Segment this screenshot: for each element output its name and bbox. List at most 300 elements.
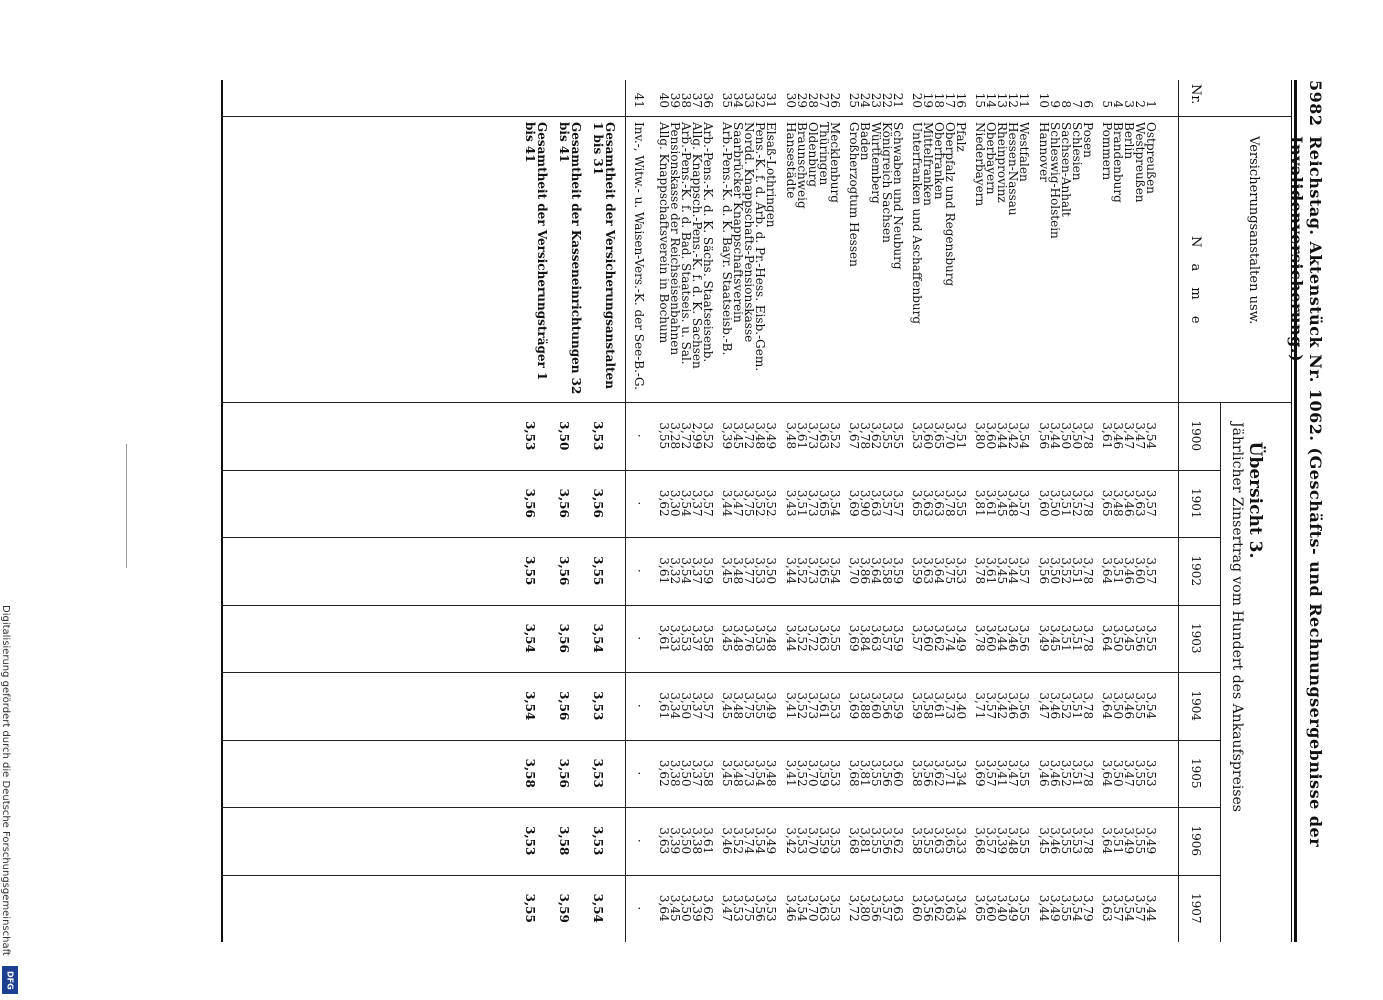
row-value: 3,50 (679, 692, 694, 720)
row-value: 3,50 (1110, 759, 1125, 787)
row-number: 3 (1121, 100, 1136, 108)
row-name: Posen (1080, 122, 1095, 158)
row-value: 3,78 (943, 489, 958, 517)
row-value: 3,68 (846, 759, 861, 787)
row-value: 3,44 (995, 624, 1010, 652)
row-number: 34 (731, 92, 746, 108)
row-value: 3,73 (805, 557, 820, 585)
row-value: 3,78 (1080, 422, 1095, 450)
row-value: 3,51 (1110, 827, 1125, 855)
row-value: 3,46 (1110, 422, 1125, 450)
row-value: 3,56 (868, 894, 883, 922)
row-value: 3,59 (910, 557, 925, 585)
row-number: 10 (1036, 92, 1051, 108)
row-value: 3,34 (668, 692, 683, 720)
row-value: 3,63 (1132, 489, 1147, 517)
row-number: 13 (995, 92, 1010, 108)
row-value: 3,78 (1080, 759, 1095, 787)
row-name: Rheinprovinz (995, 122, 1010, 203)
row-value: 3,64 (932, 557, 947, 585)
row-value: 3,72 (846, 894, 861, 922)
row-value: 3,47 (1036, 692, 1051, 720)
row-value: 3,60 (1132, 557, 1147, 585)
row-value: 3,68 (846, 827, 861, 855)
row-value: 3,57 (701, 489, 716, 517)
row-value: 3,53 (827, 692, 842, 720)
row-value: 3,57 (1132, 894, 1147, 922)
row-value: 3,62 (932, 894, 947, 922)
total-value: 3,54 (590, 893, 605, 923)
row-value: 3,50 (1058, 422, 1073, 450)
row-value: 3,52 (1058, 759, 1073, 787)
row-number: 35 (720, 92, 735, 108)
row-number: 5 (1099, 100, 1114, 108)
row-name: Arb.-Pens.-K. f. d. Bad. Staatseis. u. Sal. (679, 122, 694, 365)
row-value: 3,44 (995, 422, 1010, 450)
row-value: 3,44 (720, 489, 735, 517)
digitization-note (0, 605, 22, 995)
row-value: 3,61 (932, 692, 947, 720)
row-value: 3,79 (1080, 894, 1095, 922)
row-value: 3,49 (1144, 827, 1158, 855)
row-value: 3,55 (868, 827, 883, 855)
row-value: 3,47 (1121, 422, 1136, 450)
row-value: 3,64 (1099, 759, 1114, 787)
row-value: 3,49 (1006, 894, 1021, 922)
row-value: 3,65 (932, 422, 947, 450)
row-value: 3,90 (857, 489, 872, 517)
row-value: 3,53 (954, 557, 969, 585)
row-value: 3,50 (679, 759, 694, 787)
row-value: 3,49 (954, 624, 969, 652)
row-value: 3,55 (921, 827, 936, 855)
row-value: 3,61 (984, 489, 999, 517)
row-value: 3,75 (742, 692, 757, 720)
row-value: 3,72 (679, 422, 694, 450)
row-value: 3,28 (668, 422, 683, 450)
row-value: 3,63 (868, 624, 883, 652)
row-value: 3,74 (943, 624, 958, 652)
row-value: 3,61 (701, 827, 716, 855)
total-value: 3,50 (556, 421, 571, 451)
year-header: 1906 (1189, 825, 1203, 857)
row-value: 3,44 (783, 624, 798, 652)
row-value: 3,46 (1047, 692, 1062, 720)
row-value: 3,45 (995, 489, 1010, 517)
col-name-group-header: Versicherungsanstalten usw. (1246, 136, 1261, 325)
row-value: 3,48 (731, 759, 746, 787)
row-value: 3,55 (1058, 894, 1073, 922)
row-value: 3,58 (701, 624, 716, 652)
row-value: 3,41 (783, 759, 798, 787)
row-name: Allg. Knappsch.-Pens.-K. f. d. K. Sachsen (690, 122, 705, 369)
row-value: 3,34 (954, 759, 969, 787)
row-value: 3,45 (731, 422, 746, 450)
row-number: 24 (857, 92, 872, 108)
row-value: 3,70 (805, 827, 820, 855)
row-number: 16 (954, 92, 969, 108)
row-name: Berlin (1121, 122, 1136, 160)
row-number: 25 (846, 92, 861, 108)
year-header: 1904 (1189, 690, 1203, 722)
row-value: 3,47 (1006, 759, 1021, 787)
total-value: 3,56 (522, 488, 537, 518)
row-value: 3,59 (816, 827, 831, 855)
row-value: · (632, 636, 646, 641)
totals-rule (625, 80, 626, 942)
row-value: 3,78 (1080, 557, 1095, 585)
row-value: 3,37 (690, 489, 705, 517)
row-number: 32 (753, 92, 768, 108)
row-value: 3,61 (657, 624, 672, 652)
row-value: 3,60 (891, 759, 905, 787)
row-value: 3,71 (973, 692, 988, 720)
row-value: 3,46 (1047, 827, 1062, 855)
row-value: 3,51 (1069, 557, 1084, 585)
row-name: Saarbrücker Knappschaftsverein (731, 122, 746, 323)
row-value: 3,52 (794, 624, 809, 652)
row-value: 3,44 (783, 557, 798, 585)
row-value: 3,60 (910, 894, 925, 922)
row-value: 3,37 (690, 692, 705, 720)
row-value: 3,61 (657, 692, 672, 720)
row-value: 3,73 (742, 759, 757, 787)
row-value: 3,65 (910, 489, 925, 517)
row-value: 3,58 (701, 759, 716, 787)
row-value: 3,37 (690, 759, 705, 787)
row-value: 3,45 (720, 557, 735, 585)
total-value: 3,58 (556, 826, 571, 856)
row-value: 3,52 (701, 422, 716, 450)
row-value: 2,99 (690, 422, 705, 450)
row-name: Thüringen (816, 122, 831, 186)
row-value: 3,63 (868, 489, 883, 517)
row-value: 3,63 (891, 894, 905, 922)
total-value: 3,56 (556, 556, 571, 586)
row-value: · (632, 906, 646, 911)
row-value: 3,56 (879, 759, 894, 787)
row-value: 3,50 (1110, 624, 1125, 652)
row-value: 3,57 (879, 624, 894, 652)
row-name: Arb.-Pens.-K. d. K. Sächs. Staatseisenb. (701, 122, 716, 363)
row-number: 2 (1132, 100, 1147, 108)
row-number: 22 (879, 92, 894, 108)
year-header: 1903 (1189, 622, 1203, 654)
col-name-header: N a m e (1188, 236, 1203, 330)
row-number: 30 (783, 92, 798, 108)
row-value: 3,67 (846, 422, 861, 450)
row-value: 3,81 (857, 759, 872, 787)
row-value: 3,71 (943, 759, 958, 787)
row-value: 3,58 (910, 759, 925, 787)
row-value: 3,51 (1069, 624, 1084, 652)
row-value: 3,55 (1132, 692, 1147, 720)
row-value: 3,40 (954, 692, 969, 720)
row-value: 3,88 (857, 692, 872, 720)
row-value: 3,59 (816, 759, 831, 787)
row-value: 3,78 (857, 422, 872, 450)
row-value: 3,53 (794, 827, 809, 855)
row-value: 3,55 (1017, 759, 1032, 787)
total-value: 3,56 (556, 488, 571, 518)
row-value: 3,74 (742, 827, 757, 855)
header-rule-bottom (1178, 80, 1179, 942)
row-value: 3,73 (805, 489, 820, 517)
row-value: 3,48 (764, 624, 779, 652)
row-number: 31 (764, 92, 779, 108)
row-value: 3,57 (1110, 894, 1125, 922)
row-value: 3,51 (954, 422, 969, 450)
row-value: 3,78 (1080, 692, 1095, 720)
row-value: 3,69 (846, 624, 861, 652)
total-value: 3,58 (522, 758, 537, 788)
year-header: 1905 (1189, 757, 1203, 789)
row-value: 3,52 (1069, 489, 1084, 517)
row-value: 3,70 (846, 557, 861, 585)
row-name: Schleswig-Holstein (1047, 122, 1062, 239)
row-number: 21 (891, 92, 905, 108)
row-value: 3,70 (943, 422, 958, 450)
col-years-group-header: Jährlicher Zinsertrag vom Hundert des Ankaufspreises (1229, 422, 1245, 812)
year-header: 1901 (1189, 487, 1203, 519)
row-value: 3,63 (932, 489, 947, 517)
digitization-note-text: Digitalisierung gefördert durch die Deutsche Forschungsgemeinschaft (0, 605, 11, 956)
row-name: Westpreußen (1132, 122, 1147, 203)
row-value: 3,41 (995, 759, 1010, 787)
row-value: 3,59 (891, 692, 905, 720)
total-value: 3,53 (590, 758, 605, 788)
row-value: 3,57 (984, 759, 999, 787)
row-value: 3,60 (921, 624, 936, 652)
row-name: Pommern (1099, 122, 1114, 181)
row-value: 3,50 (1047, 489, 1062, 517)
row-value: 3,57 (910, 624, 925, 652)
row-value: 3,45 (1121, 624, 1136, 652)
row-value: 3,55 (1017, 827, 1032, 855)
row-value: 3,57 (1017, 557, 1032, 585)
row-value: 3,57 (891, 489, 905, 517)
row-name: Baden (857, 122, 872, 161)
page-number: 5982 (1306, 80, 1325, 127)
row-value: · (632, 771, 646, 776)
row-value: 3,38 (690, 827, 705, 855)
overview-title: Übersicht 3. (1245, 441, 1265, 559)
row-value: 3,69 (846, 489, 861, 517)
row-value: 3,63 (921, 557, 936, 585)
row-value: 3,49 (764, 422, 779, 450)
row-name: Oberfranken (932, 122, 947, 200)
row-number: 37 (690, 92, 705, 108)
row-value: 3,64 (1099, 624, 1114, 652)
row-name: Allg. Knappschaftsverein in Bochum (657, 122, 672, 344)
row-name: Arb.-Pens.-K. d. K. Bayr. Staatseisb.-B. (720, 122, 735, 356)
row-value: 3,52 (1058, 692, 1073, 720)
row-number: 36 (701, 92, 716, 108)
row-value: 3,59 (910, 692, 925, 720)
row-value: 3,48 (1110, 489, 1125, 517)
row-value: 3,61 (816, 692, 831, 720)
row-value: 3,45 (668, 894, 683, 922)
row-name: Westfalen (1017, 122, 1032, 182)
row-value: 3,44 (1047, 422, 1062, 450)
row-name: Nordd. Knappschafts-Pensionskasse (742, 122, 757, 343)
row-value: 3,68 (973, 827, 988, 855)
total-name: Gesamtheit der Versicherungsanstalten 1 bis 31 (590, 122, 617, 389)
row-value: 3,62 (657, 759, 672, 787)
year-header: 1900 (1189, 420, 1203, 452)
total-value: 3,59 (556, 893, 571, 923)
row-value: 3,53 (753, 557, 768, 585)
year-header: 1907 (1189, 892, 1203, 924)
row-value: 3,39 (668, 827, 683, 855)
row-value: 3,47 (731, 489, 746, 517)
row-value: 3,78 (1080, 624, 1095, 652)
row-value: 3,48 (1006, 489, 1021, 517)
row-value: · (632, 568, 646, 573)
pencil-stroke (126, 444, 127, 568)
row-value: 3,53 (1069, 827, 1084, 855)
row-value: 3,54 (1121, 894, 1136, 922)
row-value: 3,65 (973, 894, 988, 922)
row-value: 3,63 (1099, 894, 1114, 922)
row-value: 3,64 (1099, 692, 1114, 720)
row-value: 3,46 (1121, 557, 1136, 585)
row-value: 3,57 (984, 827, 999, 855)
row-value: 3,37 (690, 624, 705, 652)
row-number: 29 (794, 92, 809, 108)
total-value: 3,54 (522, 623, 537, 653)
row-value: 3,48 (731, 624, 746, 652)
row-value: 3,54 (827, 557, 842, 585)
row-value: 3,77 (742, 557, 757, 585)
row-value: 3,47 (1132, 422, 1147, 450)
row-value: 3,56 (879, 827, 894, 855)
row-value: 3,57 (1144, 557, 1158, 585)
row-value: 3,52 (794, 692, 809, 720)
data-table (221, 80, 1297, 942)
row-value: 3,73 (943, 692, 958, 720)
row-value: 3,52 (794, 759, 809, 787)
row-value: 3,54 (679, 489, 694, 517)
row-name: Königreich Sachsen (879, 122, 894, 243)
row-name: Pens.-K. f. d. Arb. d. Pr.-Hess. Eisb.-Gem. (753, 122, 768, 372)
row-value: 3,80 (857, 894, 872, 922)
row-value: 3,65 (816, 489, 831, 517)
row-value: 3,41 (783, 692, 798, 720)
row-value: 3,60 (868, 692, 883, 720)
row-value: 3,76 (742, 624, 757, 652)
row-value: 3,46 (783, 894, 798, 922)
row-value: 3,56 (1036, 422, 1051, 450)
row-value: 3,45 (1047, 624, 1062, 652)
year-header: 1902 (1189, 555, 1203, 587)
row-value: · (632, 703, 646, 708)
row-value: 3,70 (805, 894, 820, 922)
row-number: 38 (679, 92, 694, 108)
row-value: 3,55 (879, 422, 894, 450)
row-value: 3,57 (701, 692, 716, 720)
row-value: 3,54 (753, 827, 768, 855)
row-value: 3,64 (657, 894, 672, 922)
total-value: 3,56 (556, 623, 571, 653)
row-number: 4 (1110, 100, 1125, 108)
row-value: 3,56 (1132, 624, 1147, 652)
row-value: 3,52 (731, 827, 746, 855)
row-value: 3,69 (973, 759, 988, 787)
row-value: 3,81 (857, 827, 872, 855)
row-value: 3,48 (1006, 827, 1021, 855)
row-value: 3,57 (984, 692, 999, 720)
row-value: 3,63 (816, 422, 831, 450)
row-value: 3,63 (943, 894, 958, 922)
row-value: 3,55 (1017, 894, 1032, 922)
row-value: 3,56 (921, 759, 936, 787)
total-value: 3,53 (522, 826, 537, 856)
row-value: 3,50 (764, 557, 779, 585)
row-value: 3,53 (827, 759, 842, 787)
row-value: 3,57 (879, 894, 894, 922)
row-number: 14 (984, 92, 999, 108)
row-value: 3,39 (720, 422, 735, 450)
row-value: 3,51 (1058, 624, 1073, 652)
row-value: 3,61 (794, 422, 809, 450)
row-value: 3,53 (753, 624, 768, 652)
row-name: Mecklenburg (827, 122, 842, 203)
row-value: 3,61 (984, 557, 999, 585)
row-value: 3,50 (1069, 422, 1084, 450)
row-value: 3,63 (816, 894, 831, 922)
row-name: Oldenburg (805, 122, 820, 188)
row-value: 3,52 (753, 489, 768, 517)
row-value: 3,55 (1132, 759, 1147, 787)
row-value: 3,61 (657, 557, 672, 585)
row-value: 3,61 (1099, 422, 1114, 450)
row-value: 3,50 (1110, 692, 1125, 720)
table-bottom-rule (221, 80, 223, 942)
row-value: 3,55 (1144, 624, 1158, 652)
row-value: 3,55 (868, 759, 883, 787)
total-value: 3,56 (590, 488, 605, 518)
row-value: 3,52 (827, 422, 842, 450)
row-name: Pensionskasse der Reichseisenbahnen (668, 122, 683, 356)
row-value: 3,45 (995, 557, 1010, 585)
row-value: 3,45 (720, 692, 735, 720)
row-name: Mittelfranken (921, 122, 936, 206)
row-value: 3,49 (1047, 894, 1062, 922)
row-value: 3,81 (973, 489, 988, 517)
row-value: 3,55 (891, 422, 905, 450)
row-value: 3,63 (816, 624, 831, 652)
row-value: 3,45 (720, 624, 735, 652)
row-value: 3,43 (783, 489, 798, 517)
row-name: Niederbayern (973, 122, 988, 207)
row-value: 3,54 (794, 894, 809, 922)
row-value: 3,70 (805, 759, 820, 787)
row-value: 3,46 (1121, 489, 1136, 517)
row-name: Inv.-, Witw.- u. Waisen-Vers.-K. der See-B.-G. (632, 122, 646, 390)
row-value: · (632, 433, 646, 438)
row-name: Oberpfalz und Regensburg (943, 122, 958, 287)
row-value: 3,54 (753, 759, 768, 787)
row-value: 3,57 (879, 489, 894, 517)
table-top-rule (1294, 80, 1297, 942)
row-value: 3,55 (827, 624, 842, 652)
row-value: 3,55 (1132, 827, 1147, 855)
row-value: 3,44 (1144, 894, 1158, 922)
row-value: 3,57 (1017, 489, 1032, 517)
row-value: 3,49 (1121, 827, 1136, 855)
row-number: 28 (805, 92, 820, 108)
